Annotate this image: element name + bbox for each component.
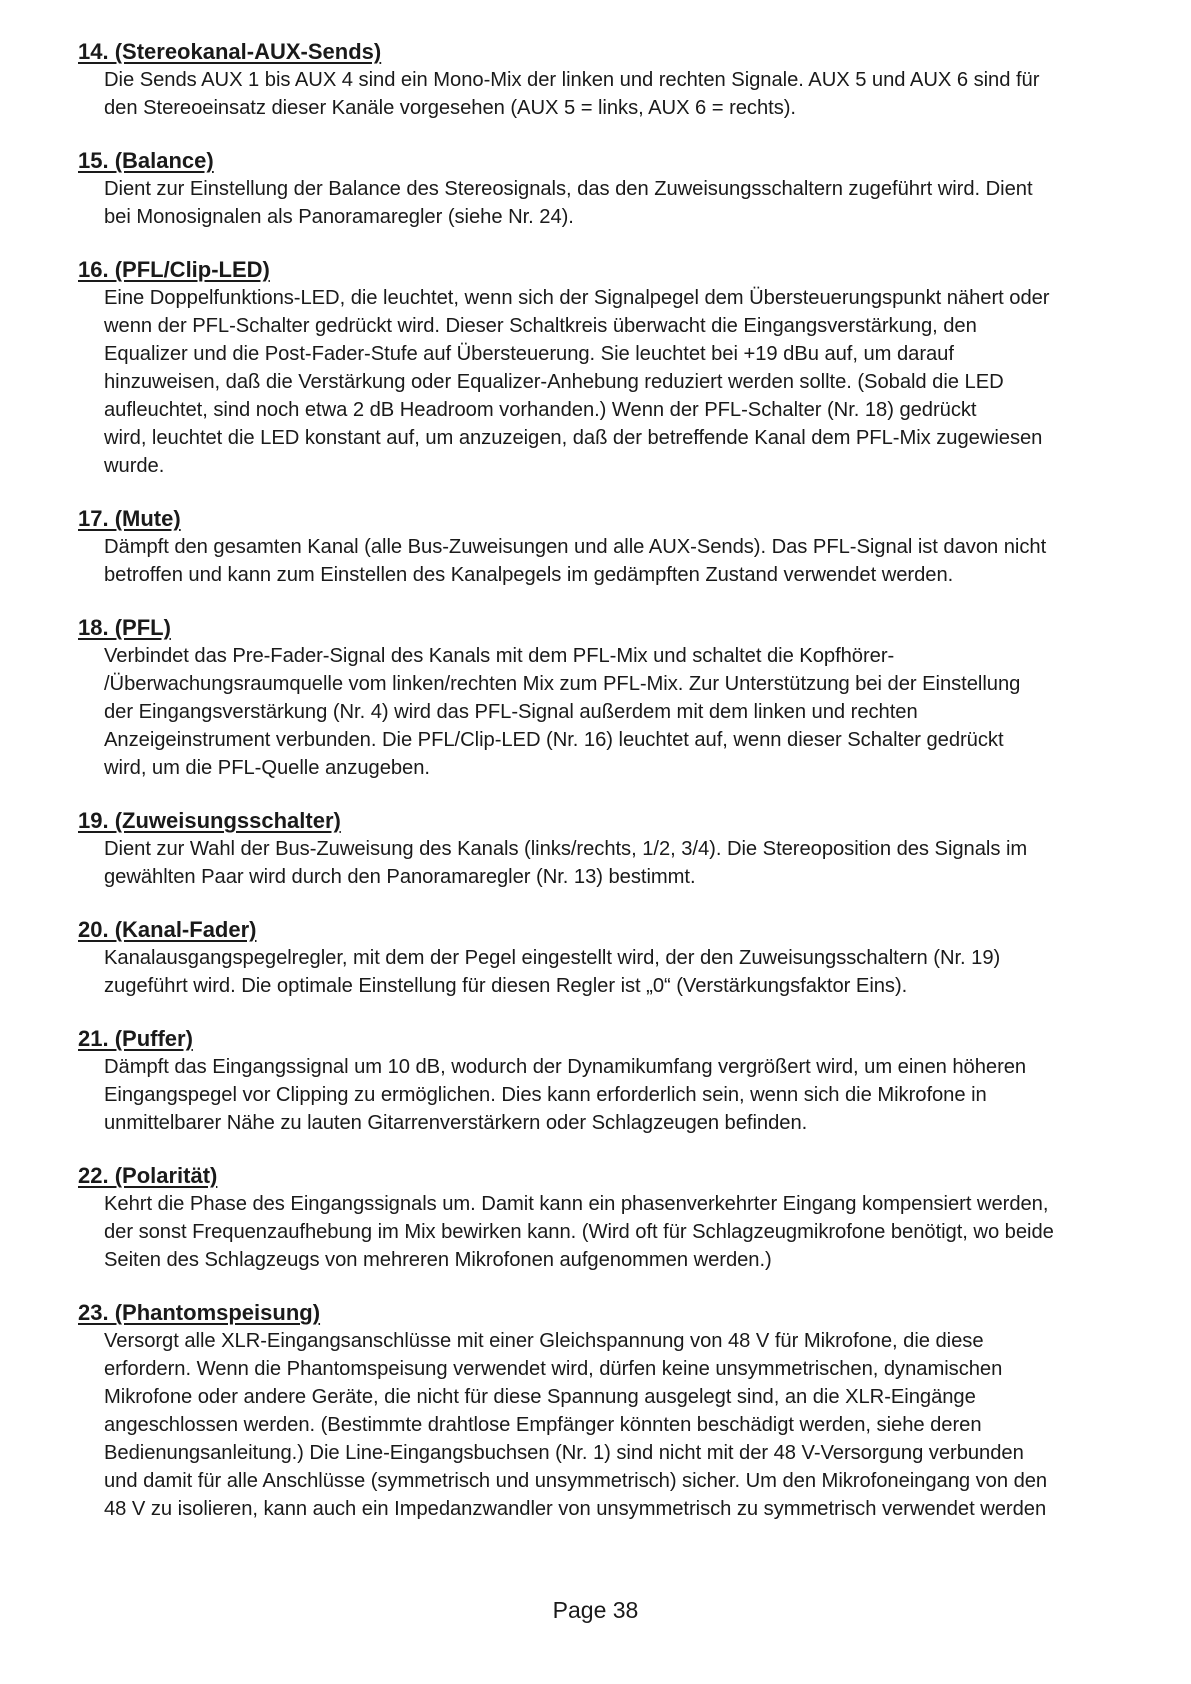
body-line: hinzuweisen, daß die Verstärkung oder Equalizer-Anhebung reduziert werden sollte. (Sobald die LED <box>104 371 1004 393</box>
body-line: wenn der PFL-Schalter gedrückt wird. Dieser Schaltkreis überwacht die Eingangsverstärkung, den <box>104 315 977 337</box>
body-line: Anzeigeinstrument verbunden. Die PFL/Clip-LED (Nr. 16) leuchtet auf, wenn dieser Schalter gedrückt <box>104 729 1004 751</box>
section-body <box>104 284 1160 480</box>
document-page <box>78 38 1160 1548</box>
manual-section <box>78 147 1160 231</box>
body-line: Dient zur Wahl der Bus-Zuweisung des Kanals (links/rechts, 1/2, 3/4). Die Stereoposition des Signals im <box>104 838 1028 860</box>
body-line: der Eingangsverstärkung (Nr. 4) wird das PFL-Signal außerdem mit dem linken und rechten <box>104 701 918 723</box>
body-line: wird, um die PFL-Quelle anzugeben. <box>104 757 430 779</box>
manual-section <box>78 916 1160 1000</box>
section-body <box>104 175 1160 231</box>
section-heading: 20. (Kanal-Fader) <box>78 917 257 942</box>
section-body <box>104 1053 1160 1137</box>
body-line: aufleuchtet, sind noch etwa 2 dB Headroom vorhanden.) Wenn der PFL-Schalter (Nr. 18) gedrückt <box>104 399 977 421</box>
section-body <box>104 835 1160 891</box>
section-heading: 21. (Puffer) <box>78 1026 193 1051</box>
body-line: bei Monosignalen als Panoramaregler (siehe Nr. 24). <box>104 206 574 228</box>
section-body <box>104 642 1160 782</box>
section-heading: 16. (PFL/Clip-LED) <box>78 257 270 282</box>
body-line: und damit für alle Anschlüsse (symmetrisch und unsymmetrisch) sicher. Um den Mikrofoneingang von den <box>104 1470 1048 1492</box>
body-line: Mikrofone oder andere Geräte, die nicht für diese Spannung ausgelegt sind, an die XLR-Eingänge <box>104 1386 976 1408</box>
body-line: Die Sends AUX 1 bis AUX 4 sind ein Mono-Mix der linken und rechten Signale. AUX 5 und AUX 6 sind für <box>104 69 1040 91</box>
body-line: Seiten des Schlagzeugs von mehreren Mikrofonen aufgenommen werden.) <box>104 1249 772 1271</box>
section-heading: 18. (PFL) <box>78 615 171 640</box>
body-line: Eingangspegel vor Clipping zu ermöglichen. Dies kann erforderlich sein, wenn sich die Mikrofone in <box>104 1084 987 1106</box>
body-line: Dient zur Einstellung der Balance des Stereosignals, das den Zuweisungsschaltern zugeführt wird. Dient <box>104 178 1033 200</box>
section-body <box>104 533 1160 589</box>
manual-section <box>78 505 1160 589</box>
manual-section <box>78 1162 1160 1274</box>
body-line: betroffen und kann zum Einstellen des Kanalpegels im gedämpften Zustand verwendet werden. <box>104 564 954 586</box>
body-line: Kanalausgangspegelregler, mit dem der Pegel eingestellt wird, der den Zuweisungsschaltern (Nr. 19) <box>104 947 1001 969</box>
section-body <box>104 1190 1160 1274</box>
body-line: Bedienungsanleitung.) Die Line-Eingangsbuchsen (Nr. 1) sind nicht mit der 48 V-Versorgung verbunden <box>104 1442 1024 1464</box>
section-heading: 15. (Balance) <box>78 148 214 173</box>
body-line: /Überwachungsraumquelle vom linken/rechten Mix zum PFL-Mix. Zur Unterstützung bei der Einstellung <box>104 673 1021 695</box>
body-line: Dämpft den gesamten Kanal (alle Bus-Zuweisungen und alle AUX-Sends). Das PFL-Signal ist davon nicht <box>104 536 1047 558</box>
body-line: Versorgt alle XLR-Eingangsanschlüsse mit einer Gleichspannung von 48 V für Mikrofone, die diese <box>104 1330 984 1352</box>
body-line: wird, leuchtet die LED konstant auf, um anzuzeigen, daß der betreffende Kanal dem PFL-Mix zugewiesen <box>104 427 1043 449</box>
manual-section <box>78 807 1160 891</box>
body-line: 48 V zu isolieren, kann auch ein Impedanzwandler von unsymmetrisch zu symmetrisch verwendet werden <box>104 1498 1047 1520</box>
section-list <box>78 38 1160 1523</box>
manual-section <box>78 1025 1160 1137</box>
body-line: Equalizer und die Post-Fader-Stufe auf Übersteuerung. Sie leuchtet bei +19 dBu auf, um darauf <box>104 343 954 365</box>
section-body <box>104 66 1160 122</box>
body-line: zugeführt wird. Die optimale Einstellung für diesen Regler ist „0“ (Verstärkungsfaktor Eins). <box>104 975 908 997</box>
manual-section <box>78 256 1160 480</box>
section-heading: 17. (Mute) <box>78 506 181 531</box>
body-line: wurde. <box>104 455 165 477</box>
body-line: den Stereoeinsatz dieser Kanäle vorgesehen (AUX 5 = links, AUX 6 = rechts). <box>104 97 796 119</box>
body-line: gewählten Paar wird durch den Panoramaregler (Nr. 13) bestimmt. <box>104 866 696 888</box>
body-line: Eine Doppelfunktions-LED, die leuchtet, wenn sich der Signalpegel dem Übersteuerungspunkt nähert oder <box>104 287 1050 309</box>
body-line: unmittelbarer Nähe zu lauten Gitarrenverstärkern oder Schlagzeugen befinden. <box>104 1112 808 1134</box>
manual-section <box>78 1299 1160 1523</box>
body-line: erfordern. Wenn die Phantomspeisung verwendet wird, dürfen keine unsymmetrischen, dynamischen <box>104 1358 1003 1380</box>
page-number: Page 38 <box>552 1597 639 1623</box>
body-line: der sonst Frequenzaufhebung im Mix bewirken kann. (Wird oft für Schlagzeugmikrofone benötigt, wo beide <box>104 1221 1054 1243</box>
section-body <box>104 1327 1160 1523</box>
body-line: Dämpft das Eingangssignal um 10 dB, wodurch der Dynamikumfang vergrößert wird, um einen höheren <box>104 1056 1027 1078</box>
body-line: Verbindet das Pre-Fader-Signal des Kanals mit dem PFL-Mix und schaltet die Kopfhörer- <box>104 645 895 667</box>
manual-section <box>78 614 1160 782</box>
section-heading: 14. (Stereokanal-AUX-Sends) <box>78 39 382 64</box>
body-line: Kehrt die Phase des Eingangssignals um. Damit kann ein phasenverkehrter Eingang kompensiert werden, <box>104 1193 1049 1215</box>
section-heading: 19. (Zuweisungsschalter) <box>78 808 341 833</box>
section-body <box>104 944 1160 1000</box>
body-line: angeschlossen werden. (Bestimmte drahtlose Empfänger könnten beschädigt werden, siehe deren <box>104 1414 982 1436</box>
manual-section <box>78 38 1160 122</box>
section-heading: 22. (Polarität) <box>78 1163 218 1188</box>
section-heading: 23. (Phantomspeisung) <box>78 1300 321 1325</box>
